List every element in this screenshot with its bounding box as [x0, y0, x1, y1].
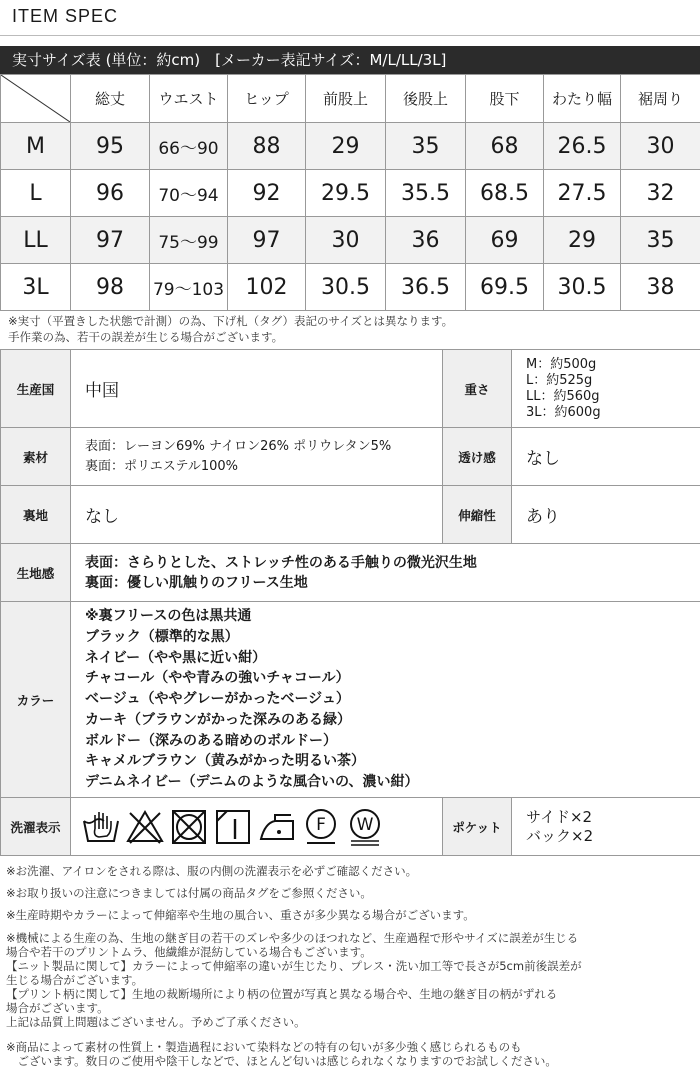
weight-value [512, 350, 700, 428]
table-row [1, 123, 700, 170]
table-cell: 38 [621, 264, 700, 311]
size-table [0, 74, 700, 311]
note-line: ございます。数日のご使用や陰干しなどで、ほとんど匂いは感じられなくなりますのでお試しください。 [6, 1054, 557, 1068]
texture-value [71, 544, 700, 602]
table-cell: 29.5 [306, 170, 386, 217]
color-line: ※裏フリースの色は黒共通 [85, 607, 252, 624]
color-label: カラー [1, 602, 71, 798]
pocket-label: ポケット [443, 798, 512, 856]
color-line: デニムネイビー（デニムのような風合いの、濃い紺） [85, 774, 419, 791]
color-line: カーキ（ブラウンがかった深みのある緑） [85, 711, 351, 728]
table-row [1, 217, 700, 264]
origin-value: 中国 [71, 350, 443, 428]
spec-table [0, 349, 700, 856]
column-header: 前股上 [306, 75, 386, 123]
size-table-caption: 実寸サイズ表 (単位：約cm) [メーカー表記サイズ：M/L/LL/3L] [0, 46, 700, 74]
weight-line: 3L：約600g [526, 404, 601, 420]
table-cell: 92 [228, 170, 306, 217]
table-cell: 35.5 [386, 170, 466, 217]
note-line: ※お取り扱いの注意につきましては付属の商品タグをご参照ください。 [6, 886, 372, 900]
note-line: 手作業の為、若干の誤差が生じる場合がございます。 [8, 330, 284, 344]
hand-wash-icon [81, 807, 121, 847]
corner-cell [1, 75, 71, 123]
table-cell: 88 [228, 123, 306, 170]
color-line: チャコール（やや青みの強いチャコール） [85, 670, 350, 687]
weight-label: 重さ [443, 350, 512, 428]
column-header: 後股上 [386, 75, 466, 123]
line-dry-shade-icon [213, 807, 253, 847]
note-line: 【ニット製品に関して】カラーによって伸縮率の違いが生じたり、プレス・洗い加工等で長さが5cm前後誤差が [6, 959, 582, 973]
table-cell: 95 [71, 123, 150, 170]
note-line: 生じる場合がございます。 [6, 973, 144, 987]
iron-low-icon [257, 807, 297, 847]
wet-clean-letter: W [356, 814, 374, 835]
spec-row-care [1, 798, 700, 856]
table-row [1, 170, 700, 217]
table-cell: 68 [466, 123, 544, 170]
color-line: ネイビー（やや黒に近い紺） [85, 649, 267, 666]
column-header: ヒップ [228, 75, 306, 123]
care-icons-cell [71, 798, 443, 856]
diagonal-line [1, 75, 70, 122]
table-cell: 96 [71, 170, 150, 217]
note-line: 場合や若干のプリントムラ、他繊維が混紡している場合もございます。 [6, 945, 372, 959]
stretch-value: あり [512, 486, 700, 544]
dry-clean-letter: F [316, 814, 326, 835]
column-header: 総丈 [71, 75, 150, 123]
table-cell: 36 [386, 217, 466, 264]
care-label: 洗濯表示 [1, 798, 71, 856]
spec-row-colors [1, 602, 700, 798]
material-label: 素材 [1, 428, 71, 486]
dry-clean-f-icon [301, 807, 341, 847]
pocket-line: サイド×2 [526, 807, 593, 826]
no-bleach-icon [125, 807, 165, 847]
size-notes [8, 313, 453, 345]
note-line: 上記は品質上問題はございません。予めご了承ください。 [6, 1015, 306, 1029]
table-cell: 97 [228, 217, 306, 264]
size-label: L [1, 170, 71, 217]
table-cell: 30.5 [306, 264, 386, 311]
note-line: 【プリント柄に関して】生地の裁断場所により柄の位置が写真と異なる場合や、生地の継ぎ目の柄がずれる [6, 987, 558, 1001]
size-table-header-row [1, 75, 700, 123]
weight-line: LL：約560g [526, 388, 600, 404]
origin-label: 生産国 [1, 350, 71, 428]
column-header: わたり幅 [544, 75, 621, 123]
table-cell: 30 [621, 123, 700, 170]
table-cell: 70〜94 [150, 170, 228, 217]
color-line: ベージュ（ややグレーがかったベージュ） [85, 691, 350, 708]
size-label: 3L [1, 264, 71, 311]
sheer-value: なし [512, 428, 700, 486]
texture-line: 表面：さらりとした、ストレッチ性のある手触りの微光沢生地 [85, 554, 477, 571]
page-header [0, 0, 700, 36]
wet-clean-w-icon [345, 807, 385, 847]
material-line: 表面：レーヨン69% ナイロン26% ポリウレタン5% [85, 438, 392, 454]
pocket-line: バック×2 [526, 826, 594, 845]
table-cell: 30 [306, 217, 386, 264]
table-cell: 69.5 [466, 264, 544, 311]
table-cell: 75〜99 [150, 217, 228, 264]
table-cell: 35 [386, 123, 466, 170]
table-row [1, 264, 700, 311]
note-line: ※機械による生産の為、生地の継ぎ目の若干のズレや多少のほつれなど、生産過程で形やサイズに誤差が生じる [6, 931, 579, 945]
table-cell: 29 [544, 217, 621, 264]
note-line: ※お洗濯、アイロンをされる際は、服の内側の洗濯表示を必ずご確認ください。 [6, 864, 418, 878]
table-cell: 29 [306, 123, 386, 170]
weight-line: L：約525g [526, 372, 593, 388]
table-cell: 30.5 [544, 264, 621, 311]
table-cell: 79〜103 [150, 264, 228, 311]
texture-line: 裏面：優しい肌触りのフリース生地 [85, 574, 308, 591]
table-cell: 102 [228, 264, 306, 311]
table-cell: 27.5 [544, 170, 621, 217]
weight-line: M：約500g [526, 356, 597, 372]
table-cell: 32 [621, 170, 700, 217]
note-line: ※生産時期やカラーによって伸縮率や生地の風合い、重さが多少異なる場合がございます。 [6, 908, 475, 922]
spec-row-material [1, 428, 700, 486]
table-cell: 35 [621, 217, 700, 264]
column-header: 股下 [466, 75, 544, 123]
note-line: 場合がございます。 [6, 1001, 109, 1015]
material-value [71, 428, 443, 486]
column-header: ウエスト [150, 75, 228, 123]
texture-label: 生地感 [1, 544, 71, 602]
no-tumble-dry-icon [169, 807, 209, 847]
color-list [71, 602, 700, 798]
color-line: キャメルブラウン（黄みがかった明るい茶） [85, 753, 365, 770]
page-title: ITEM SPEC [12, 6, 119, 26]
spec-row-lining [1, 486, 700, 544]
table-cell: 69 [466, 217, 544, 264]
note-line: ※商品によって素材の性質上・製造過程において染料などの特有の匂いが多少強く感じられるものも [6, 1040, 522, 1054]
note-line: ※実寸（平置きした状態で計測）の為、下げ札（タグ）表記のサイズとは異なります。 [8, 314, 454, 328]
size-label: LL [1, 217, 71, 264]
spec-row-origin [1, 350, 700, 428]
column-header: 裾周り [621, 75, 700, 123]
table-cell: 97 [71, 217, 150, 264]
table-cell: 66〜90 [150, 123, 228, 170]
color-line: ブラック（標準的な黒） [85, 628, 239, 645]
table-cell: 98 [71, 264, 150, 311]
lining-value: なし [71, 486, 443, 544]
care-icons [71, 807, 442, 847]
sheer-label: 透け感 [443, 428, 512, 486]
color-line: ボルドー（深みのある暗めのボルドー） [85, 732, 337, 749]
stretch-label: 伸縮性 [443, 486, 512, 544]
table-cell: 36.5 [386, 264, 466, 311]
material-line: 裏面：ポリエステル100% [85, 458, 238, 474]
table-cell: 68.5 [466, 170, 544, 217]
spec-row-texture [1, 544, 700, 602]
table-cell: 26.5 [544, 123, 621, 170]
lining-label: 裏地 [1, 486, 71, 544]
size-label: M [1, 123, 71, 170]
pocket-value [512, 798, 700, 856]
